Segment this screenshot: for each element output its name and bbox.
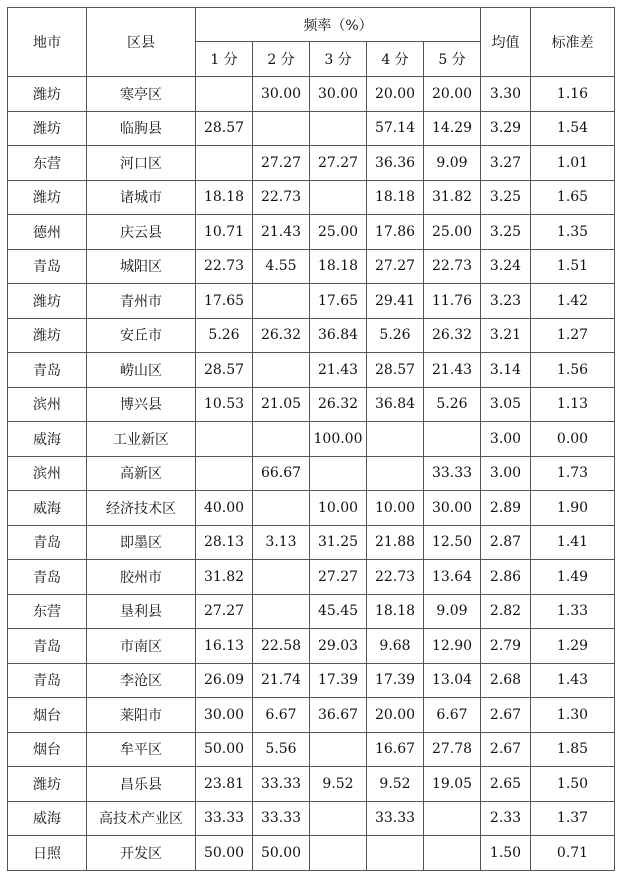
header-std: 标准差: [531, 8, 615, 77]
header-district: 区县: [87, 8, 196, 77]
cell-freq-1: 50.00: [196, 836, 253, 871]
cell-freq-5: 13.04: [424, 663, 481, 698]
cell-freq-1: 22.73: [196, 249, 253, 284]
cell-freq-2: [253, 491, 310, 526]
cell-city: 青岛: [8, 353, 87, 388]
cell-freq-2: [253, 353, 310, 388]
cell-mean: 2.68: [481, 663, 531, 698]
cell-std: 1.43: [531, 663, 615, 698]
cell-district: 庆云县: [87, 215, 196, 250]
cell-freq-2: 26.32: [253, 318, 310, 353]
cell-freq-2: 33.33: [253, 767, 310, 802]
cell-std: 1.51: [531, 249, 615, 284]
cell-freq-2: 50.00: [253, 836, 310, 871]
table-row: [8, 732, 615, 767]
cell-district: 诸城市: [87, 180, 196, 215]
cell-freq-2: 66.67: [253, 456, 310, 491]
cell-freq-1: [196, 422, 253, 457]
cell-city: 威海: [8, 422, 87, 457]
cell-freq-4: 9.68: [367, 629, 424, 664]
cell-district: 李沧区: [87, 663, 196, 698]
table-body: [8, 77, 615, 871]
cell-freq-4: [367, 836, 424, 871]
cell-freq-3: 26.32: [310, 387, 367, 422]
cell-city: 威海: [8, 801, 87, 836]
cell-district: 高技术产业区: [87, 801, 196, 836]
cell-freq-4: 18.18: [367, 180, 424, 215]
cell-freq-2: [253, 422, 310, 457]
cell-freq-4: 20.00: [367, 698, 424, 733]
cell-freq-4: 16.67: [367, 732, 424, 767]
cell-std: 1.73: [531, 456, 615, 491]
header-score-1: 1 分: [196, 42, 253, 77]
cell-std: 1.85: [531, 732, 615, 767]
cell-std: 1.65: [531, 180, 615, 215]
cell-district: 工业新区: [87, 422, 196, 457]
cell-std: 1.37: [531, 801, 615, 836]
cell-district: 经济技术区: [87, 491, 196, 526]
cell-freq-3: 27.27: [310, 146, 367, 181]
cell-freq-3: 45.45: [310, 594, 367, 629]
cell-city: 潍坊: [8, 77, 87, 112]
cell-freq-2: 21.74: [253, 663, 310, 698]
cell-std: 1.29: [531, 629, 615, 664]
cell-freq-5: 5.26: [424, 387, 481, 422]
cell-freq-1: 18.18: [196, 180, 253, 215]
header-frequency: 频率（%）: [196, 8, 481, 42]
cell-freq-5: 19.05: [424, 767, 481, 802]
cell-std: 1.54: [531, 111, 615, 146]
cell-freq-5: 9.09: [424, 146, 481, 181]
cell-mean: 3.23: [481, 284, 531, 319]
cell-district: 莱阳市: [87, 698, 196, 733]
cell-std: 1.16: [531, 77, 615, 112]
cell-freq-3: 36.67: [310, 698, 367, 733]
cell-district: 崂山区: [87, 353, 196, 388]
cell-freq-5: [424, 422, 481, 457]
cell-freq-3: 17.39: [310, 663, 367, 698]
cell-freq-3: 31.25: [310, 525, 367, 560]
cell-district: 河口区: [87, 146, 196, 181]
cell-freq-5: [424, 801, 481, 836]
cell-freq-5: 12.90: [424, 629, 481, 664]
cell-freq-1: 16.13: [196, 629, 253, 664]
cell-freq-3: 25.00: [310, 215, 367, 250]
cell-freq-4: 22.73: [367, 560, 424, 595]
cell-city: 东营: [8, 594, 87, 629]
cell-freq-1: 40.00: [196, 491, 253, 526]
cell-freq-2: 21.43: [253, 215, 310, 250]
cell-district: 即墨区: [87, 525, 196, 560]
cell-city: 青岛: [8, 663, 87, 698]
table-row: [8, 801, 615, 836]
cell-freq-4: 10.00: [367, 491, 424, 526]
cell-freq-3: 29.03: [310, 629, 367, 664]
cell-std: 0.00: [531, 422, 615, 457]
cell-mean: 3.00: [481, 456, 531, 491]
cell-freq-1: 30.00: [196, 698, 253, 733]
cell-mean: 3.24: [481, 249, 531, 284]
cell-mean: 2.79: [481, 629, 531, 664]
cell-freq-5: 33.33: [424, 456, 481, 491]
table-row: [8, 629, 615, 664]
cell-freq-3: 27.27: [310, 560, 367, 595]
cell-city: 青岛: [8, 629, 87, 664]
table-row: [8, 387, 615, 422]
cell-freq-2: [253, 560, 310, 595]
cell-freq-2: 27.27: [253, 146, 310, 181]
cell-freq-3: [310, 836, 367, 871]
cell-freq-2: [253, 284, 310, 319]
cell-freq-5: [424, 836, 481, 871]
cell-city: 潍坊: [8, 111, 87, 146]
cell-freq-3: 36.84: [310, 318, 367, 353]
table-row: [8, 353, 615, 388]
cell-freq-2: 30.00: [253, 77, 310, 112]
cell-std: 1.42: [531, 284, 615, 319]
cell-city: 烟台: [8, 698, 87, 733]
cell-freq-2: [253, 111, 310, 146]
table-row: [8, 456, 615, 491]
header-score-4: 4 分: [367, 42, 424, 77]
cell-freq-2: 22.58: [253, 629, 310, 664]
cell-mean: 2.33: [481, 801, 531, 836]
cell-std: 1.27: [531, 318, 615, 353]
cell-freq-4: [367, 422, 424, 457]
cell-freq-1: [196, 77, 253, 112]
cell-freq-3: 10.00: [310, 491, 367, 526]
cell-freq-3: [310, 180, 367, 215]
cell-city: 青岛: [8, 525, 87, 560]
cell-freq-1: 28.13: [196, 525, 253, 560]
cell-freq-2: 6.67: [253, 698, 310, 733]
cell-freq-5: 22.73: [424, 249, 481, 284]
cell-district: 牟平区: [87, 732, 196, 767]
cell-mean: 2.82: [481, 594, 531, 629]
cell-mean: 3.14: [481, 353, 531, 388]
cell-freq-4: 5.26: [367, 318, 424, 353]
table-row: [8, 560, 615, 595]
cell-freq-1: 10.53: [196, 387, 253, 422]
cell-std: 1.49: [531, 560, 615, 595]
cell-freq-5: 21.43: [424, 353, 481, 388]
cell-city: 潍坊: [8, 767, 87, 802]
cell-freq-1: 23.81: [196, 767, 253, 802]
header-mean: 均值: [481, 8, 531, 77]
cell-freq-1: 33.33: [196, 801, 253, 836]
cell-freq-2: 5.56: [253, 732, 310, 767]
cell-freq-5: 20.00: [424, 77, 481, 112]
cell-mean: 3.05: [481, 387, 531, 422]
cell-district: 寒亭区: [87, 77, 196, 112]
cell-std: 0.71: [531, 836, 615, 871]
cell-freq-2: 3.13: [253, 525, 310, 560]
cell-freq-3: 100.00: [310, 422, 367, 457]
cell-city: 威海: [8, 491, 87, 526]
cell-district: 青州市: [87, 284, 196, 319]
cell-district: 垦利县: [87, 594, 196, 629]
table-row: [8, 111, 615, 146]
cell-district: 昌乐县: [87, 767, 196, 802]
cell-freq-5: 14.29: [424, 111, 481, 146]
cell-freq-5: 25.00: [424, 215, 481, 250]
header-score-5: 5 分: [424, 42, 481, 77]
cell-freq-4: 36.84: [367, 387, 424, 422]
cell-freq-3: 17.65: [310, 284, 367, 319]
cell-freq-4: 17.86: [367, 215, 424, 250]
cell-district: 城阳区: [87, 249, 196, 284]
cell-freq-3: [310, 732, 367, 767]
cell-mean: 2.89: [481, 491, 531, 526]
cell-district: 临朐县: [87, 111, 196, 146]
cell-city: 潍坊: [8, 180, 87, 215]
table-row: [8, 491, 615, 526]
cell-freq-1: 26.09: [196, 663, 253, 698]
cell-freq-4: [367, 456, 424, 491]
cell-freq-1: 28.57: [196, 111, 253, 146]
cell-freq-5: 30.00: [424, 491, 481, 526]
cell-freq-3: 21.43: [310, 353, 367, 388]
table-header: [8, 8, 615, 77]
table-row: [8, 525, 615, 560]
cell-freq-3: [310, 456, 367, 491]
cell-freq-2: [253, 594, 310, 629]
cell-freq-2: 4.55: [253, 249, 310, 284]
cell-std: 1.33: [531, 594, 615, 629]
cell-freq-1: 10.71: [196, 215, 253, 250]
cell-freq-5: 31.82: [424, 180, 481, 215]
cell-freq-1: 5.26: [196, 318, 253, 353]
cell-freq-1: 28.57: [196, 353, 253, 388]
cell-district: 高新区: [87, 456, 196, 491]
cell-city: 东营: [8, 146, 87, 181]
cell-freq-4: 27.27: [367, 249, 424, 284]
cell-city: 青岛: [8, 249, 87, 284]
cell-city: 潍坊: [8, 284, 87, 319]
table-row: [8, 249, 615, 284]
cell-freq-4: 17.39: [367, 663, 424, 698]
cell-freq-1: [196, 456, 253, 491]
cell-district: 开发区: [87, 836, 196, 871]
cell-freq-4: 20.00: [367, 77, 424, 112]
cell-freq-3: 30.00: [310, 77, 367, 112]
frequency-table: [7, 7, 615, 871]
cell-mean: 3.25: [481, 215, 531, 250]
cell-freq-5: 12.50: [424, 525, 481, 560]
cell-mean: 3.30: [481, 77, 531, 112]
cell-mean: 2.87: [481, 525, 531, 560]
cell-freq-2: 21.05: [253, 387, 310, 422]
cell-city: 烟台: [8, 732, 87, 767]
cell-freq-4: 18.18: [367, 594, 424, 629]
cell-freq-4: 29.41: [367, 284, 424, 319]
cell-city: 青岛: [8, 560, 87, 595]
cell-std: 1.56: [531, 353, 615, 388]
cell-std: 1.90: [531, 491, 615, 526]
table-row: [8, 180, 615, 215]
table-row: [8, 422, 615, 457]
cell-mean: 3.25: [481, 180, 531, 215]
cell-freq-1: 50.00: [196, 732, 253, 767]
cell-mean: 3.00: [481, 422, 531, 457]
table-row: [8, 836, 615, 871]
cell-freq-4: 33.33: [367, 801, 424, 836]
cell-mean: 3.27: [481, 146, 531, 181]
cell-freq-1: 31.82: [196, 560, 253, 595]
cell-freq-2: 22.73: [253, 180, 310, 215]
cell-freq-5: 11.76: [424, 284, 481, 319]
cell-district: 博兴县: [87, 387, 196, 422]
cell-freq-4: 36.36: [367, 146, 424, 181]
table-row: [8, 77, 615, 112]
table-row: [8, 698, 615, 733]
header-city: 地市: [8, 8, 87, 77]
cell-mean: 3.29: [481, 111, 531, 146]
cell-city: 日照: [8, 836, 87, 871]
cell-mean: 2.67: [481, 732, 531, 767]
cell-freq-3: 18.18: [310, 249, 367, 284]
cell-std: 1.35: [531, 215, 615, 250]
cell-freq-1: [196, 146, 253, 181]
cell-district: 安丘市: [87, 318, 196, 353]
cell-freq-3: [310, 801, 367, 836]
table-row: [8, 215, 615, 250]
cell-freq-4: 57.14: [367, 111, 424, 146]
cell-freq-5: 6.67: [424, 698, 481, 733]
cell-std: 1.50: [531, 767, 615, 802]
cell-freq-4: 28.57: [367, 353, 424, 388]
cell-freq-4: 21.88: [367, 525, 424, 560]
cell-freq-5: 9.09: [424, 594, 481, 629]
cell-freq-5: 26.32: [424, 318, 481, 353]
cell-mean: 3.21: [481, 318, 531, 353]
cell-std: 1.30: [531, 698, 615, 733]
cell-freq-2: 33.33: [253, 801, 310, 836]
cell-freq-1: 27.27: [196, 594, 253, 629]
cell-freq-3: [310, 111, 367, 146]
cell-freq-4: 9.52: [367, 767, 424, 802]
cell-freq-5: 13.64: [424, 560, 481, 595]
cell-mean: 2.86: [481, 560, 531, 595]
cell-freq-5: 27.78: [424, 732, 481, 767]
header-score-3: 3 分: [310, 42, 367, 77]
cell-std: 1.41: [531, 525, 615, 560]
cell-city: 滨州: [8, 456, 87, 491]
cell-freq-1: 17.65: [196, 284, 253, 319]
cell-district: 胶州市: [87, 560, 196, 595]
table-row: [8, 663, 615, 698]
table-row: [8, 767, 615, 802]
cell-city: 潍坊: [8, 318, 87, 353]
table-row: [8, 594, 615, 629]
cell-std: 1.13: [531, 387, 615, 422]
cell-std: 1.01: [531, 146, 615, 181]
table-row: [8, 146, 615, 181]
cell-mean: 1.50: [481, 836, 531, 871]
cell-city: 德州: [8, 215, 87, 250]
table-row: [8, 284, 615, 319]
cell-city: 滨州: [8, 387, 87, 422]
cell-mean: 2.67: [481, 698, 531, 733]
table-row: [8, 318, 615, 353]
cell-district: 市南区: [87, 629, 196, 664]
cell-mean: 2.65: [481, 767, 531, 802]
header-score-2: 2 分: [253, 42, 310, 77]
cell-freq-3: 9.52: [310, 767, 367, 802]
